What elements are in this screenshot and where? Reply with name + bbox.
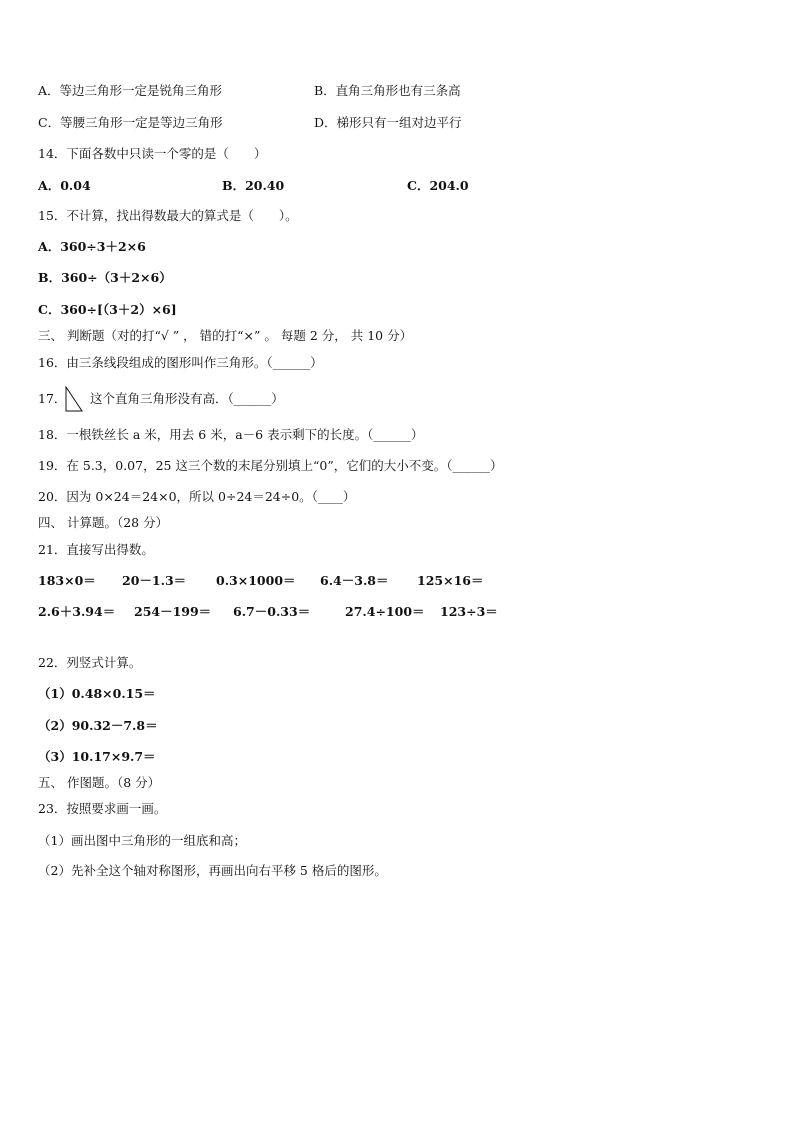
q23-part-2: （2）先补全这个轴对称图形，再画出向右平移 5 格后的图形。 [38,863,387,878]
q22-part-2: （2）90.32－7.8＝ [38,718,158,733]
q21-expr: 183×0＝ [38,573,96,588]
q14-option-b: B．20.40 [222,178,285,193]
q21-expr: 125×16＝ [417,573,484,588]
q15-option-b: B．360÷（3＋2×6） [38,270,172,285]
q21-expr: 6.7－0.33＝ [233,604,311,619]
q22-part-1: （1）0.48×0.15＝ [38,686,156,701]
q21-expr: 27.4÷100＝ [345,604,425,619]
q16: 16．由三条线段组成的图形叫作三角形。（______） [38,355,323,370]
q18: 18．一根铁丝长 a 米，用去 6 米，a－6 表示剩下的长度。（______） [38,427,424,442]
section-4-heading: 四、 计算题。（28 分） [38,515,169,530]
q15-option-a: A．360÷3＋2×6 [38,239,146,254]
q14-option-a: A．0.04 [38,178,91,193]
q13-option-b: B．直角三角形也有三条高 [314,83,461,98]
q13-option-a: A．等边三角形一定是锐角三角形 [38,83,223,98]
q19: 19．在 5.3，0.07，25 这三个数的末尾分别填上“0”，它们的大小不变。（______） [38,458,503,473]
q21-expr: 254－199＝ [134,604,212,619]
q21-expr: 123÷3＝ [440,604,498,619]
q20: 20．因为 0×24＝24×0，所以 0÷24＝24÷0。（____） [38,489,356,504]
q21-expr: 0.3×1000＝ [216,573,296,588]
q15-stem: 15．不计算，找出得数最大的算式是（ ）。 [38,208,298,223]
q23-stem: 23．按照要求画一画。 [38,801,167,816]
q17-text: 这个直角三角形没有高．（______） [90,391,284,406]
q14-stem: 14．下面各数中只读一个零的是（ ） [38,146,267,161]
q21-expr: 6.4－3.8＝ [320,573,389,588]
q21-expr: 2.6＋3.94＝ [38,604,116,619]
q17-number: 17． [38,391,67,406]
q22-part-3: （3）10.17×9.7＝ [38,749,156,764]
q21-expr: 20－1.3＝ [122,573,187,588]
q13-option-c: C．等腰三角形一定是等边三角形 [38,115,223,130]
q22-stem: 22．列竖式计算。 [38,655,142,670]
section-3-heading: 三、 判断题（对的打“√ ” ， 错的打“×” 。 每题 2 分， 共 10 分） [38,328,413,343]
q21-stem: 21．直接写出得数。 [38,542,154,557]
q23-part-1: （1）画出图中三角形的一组底和高； [38,833,246,848]
q14-option-c: C．204.0 [407,178,469,193]
q13-option-d: D．梯形只有一组对边平行 [314,115,462,130]
right-triangle-icon [65,386,83,412]
section-5-heading: 五、 作图题。（8 分） [38,775,161,790]
q15-option-c: C．360÷[（3＋2）×6] [38,302,177,317]
